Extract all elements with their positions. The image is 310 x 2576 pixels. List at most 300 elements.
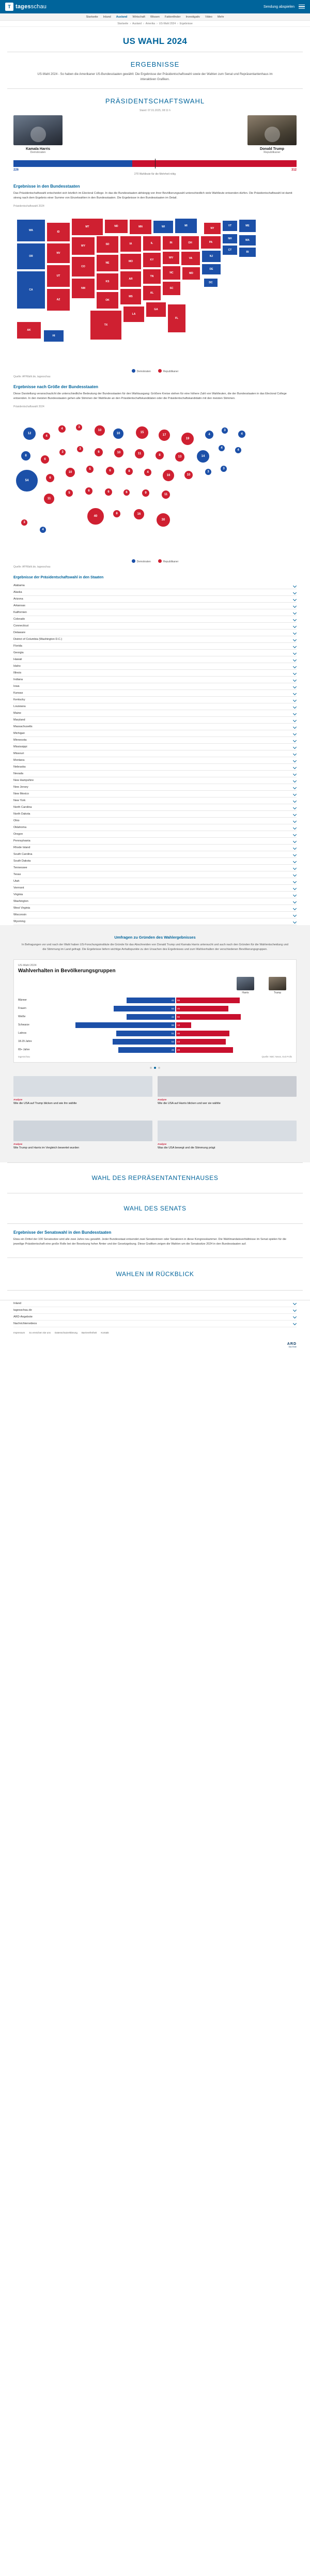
- chevron-down-icon: [293, 739, 297, 742]
- bar-segment-rep: [132, 160, 297, 167]
- chevron-down-icon: [293, 893, 297, 897]
- state-row-rhode-island[interactable]: [13, 845, 297, 851]
- chart-bar-trump: 43: [176, 1039, 226, 1045]
- teaser-thumb: [13, 1121, 152, 1141]
- state-row-wyoming[interactable]: [13, 918, 297, 925]
- state-row-kansas[interactable]: [13, 690, 297, 697]
- chevron-down-icon: [293, 698, 297, 702]
- state-label: Wisconsin: [13, 913, 27, 917]
- teaser-text: Wie Trump und Harris im Vergleich bewertet wurden: [13, 1146, 80, 1149]
- harris-portrait: [13, 115, 63, 145]
- teaser-kicker: Analyse: [158, 1098, 167, 1101]
- senate-states-text: [0, 1224, 310, 1249]
- hamburger-menu-icon[interactable]: [299, 5, 305, 9]
- chevron-down-icon: [293, 745, 297, 749]
- chevron-down-icon: [293, 792, 297, 796]
- footer-link-tagesschau[interactable]: [13, 1307, 297, 1314]
- site-logo[interactable]: [5, 3, 47, 11]
- state-label: Tennessee: [13, 866, 27, 870]
- state-row-vermont[interactable]: [13, 885, 297, 892]
- chart-bar-harris: 86: [75, 1022, 175, 1028]
- state-row-massachusetts[interactable]: [13, 724, 297, 730]
- retrospective-heading: WAHLEN IM RÜCKBLICK: [116, 1270, 194, 1278]
- chart-category-label: Männer: [18, 999, 27, 1002]
- chevron-down-icon: [293, 725, 297, 729]
- states-accordion: [0, 582, 310, 925]
- footer-link-label: Inland: [13, 1301, 21, 1305]
- state-label: Vermont: [13, 886, 24, 890]
- chevron-down-icon: [293, 658, 297, 662]
- breadcrumb-item-3[interactable]: US-Wahl 2024: [159, 22, 176, 25]
- state-label: Montana: [13, 759, 25, 762]
- candidate-trump: [247, 115, 297, 154]
- nav-item-video[interactable]: Video: [205, 15, 212, 19]
- chart-bar-harris: 53: [114, 1006, 175, 1011]
- state-row-new-mexico[interactable]: [13, 791, 297, 798]
- chart-candidate-label: Trump: [273, 991, 282, 995]
- state-row-colorado[interactable]: [13, 616, 297, 623]
- teaser-kicker: Analyse: [13, 1098, 23, 1101]
- chart-category-label: Weiße: [18, 1015, 26, 1019]
- footer-link-label: tagesschau.de: [13, 1308, 32, 1312]
- chevron-down-icon: [293, 597, 297, 601]
- state-row-texas[interactable]: [13, 871, 297, 878]
- state-row-maryland[interactable]: [13, 717, 297, 724]
- chart-bar-trump: 49: [176, 1047, 233, 1053]
- chart-row: [18, 1021, 292, 1029]
- state-label: Arkansas: [13, 604, 25, 608]
- chevron-down-icon: [293, 759, 297, 762]
- state-row-ohio[interactable]: [13, 818, 297, 824]
- state-label: Arizona: [13, 597, 23, 601]
- footer-mini-datenschutz[interactable]: Datenschutzerklärung: [55, 1331, 78, 1334]
- state-label: Virginia: [13, 893, 23, 897]
- chart-row: [18, 996, 292, 1004]
- survey-text: In Befragungen vor und nach der Wahl haben US-Forschungsinstitute die Gründe für das Abschneiden von Donald Trump und Kamala Harris untersucht und auch nach den Gründen für die Wahlentscheidung und die Stimmung im Land gefragt. Die Ergebnisse liefern wichtige Anhaltspunkte zu den Ursachen des Ergebnisses und zum Wahlverhalten der verschiedenen Bevölkerungsgruppen.: [22, 943, 288, 952]
- state-label: Alaska: [13, 591, 22, 594]
- chevron-down-icon: [293, 1322, 297, 1325]
- chevron-down-icon: [293, 665, 297, 668]
- candidate-harris: [13, 115, 63, 154]
- state-row-utah[interactable]: [13, 878, 297, 885]
- state-row-virginia[interactable]: [13, 892, 297, 898]
- state-row-montana[interactable]: [13, 757, 297, 764]
- footer-mini-kontakt-2[interactable]: Kontakt: [101, 1331, 109, 1334]
- chart-plot-area: [18, 996, 292, 1053]
- state-label: Wyoming: [13, 920, 25, 924]
- nav-item-ausland[interactable]: Ausland: [116, 15, 128, 19]
- state-label: Delaware: [13, 631, 26, 635]
- state-label: Massachusetts: [13, 725, 33, 729]
- state-row-new-hampshire[interactable]: [13, 777, 297, 784]
- teaser-kicker: Analyse: [13, 1142, 23, 1145]
- chevron-down-icon: [293, 752, 297, 756]
- footer-link-label: Nachrichtenvideos: [13, 1322, 37, 1325]
- nav-item-investigativ[interactable]: Investigativ: [185, 15, 200, 19]
- map-section-1-title: Ergebnisse in den Bundesstaaten: [13, 184, 80, 189]
- teaser-thumb: [13, 1076, 152, 1097]
- state-row-missouri[interactable]: [13, 750, 297, 757]
- state-label: South Carolina: [13, 853, 33, 856]
- state-row-nevada[interactable]: [13, 771, 297, 777]
- teaser-4[interactable]: [158, 1121, 297, 1151]
- state-label: Kentucky: [13, 698, 25, 702]
- state-label: Connecticut: [13, 624, 29, 628]
- state-row-florida[interactable]: [13, 643, 297, 650]
- harris-thumb: [237, 977, 254, 990]
- electoral-votes-dem: 226: [13, 168, 19, 172]
- chevron-down-icon: [293, 860, 297, 863]
- state-label: New Hampshire: [13, 779, 34, 783]
- nav-item-wirtschaft[interactable]: Wirtschaft: [132, 15, 145, 19]
- state-label: South Dakota: [13, 860, 31, 863]
- teaser-kicker: Analyse: [158, 1142, 167, 1145]
- candidate-name: Kamala Harris: [25, 147, 51, 151]
- nav-item-mehr[interactable]: Mehr: [217, 15, 224, 19]
- chart-row: [18, 1030, 292, 1037]
- chart-category-label: Frauen: [18, 1007, 26, 1010]
- state-label: Alabama: [13, 584, 25, 588]
- chevron-down-icon: [293, 678, 297, 682]
- states-section-title: Ergebnisse der Präsidentschaftswahl in den Staaten: [13, 576, 104, 580]
- state-row-connecticut[interactable]: [13, 623, 297, 630]
- legend-rep: Republikaner: [158, 559, 178, 563]
- teaser-text: Was die USA bewegt und die Stimmung prägt: [158, 1146, 215, 1149]
- chart-card[interactable]: [13, 959, 297, 1063]
- chevron-down-icon: [293, 833, 297, 836]
- state-label: Hawaii: [13, 658, 22, 662]
- chart-row: [18, 1005, 292, 1012]
- teaser-1[interactable]: [13, 1076, 152, 1106]
- candidate-name: Donald Trump: [259, 147, 285, 151]
- ard-logo: ARD Das Erste: [287, 1342, 297, 1348]
- state-row-wisconsin[interactable]: [13, 912, 297, 918]
- footer-link-nachrichtenvideos[interactable]: [13, 1321, 297, 1327]
- chevron-down-icon: [293, 604, 297, 608]
- map-section-2-title: Ergebnisse nach Größe der Bundesstaaten: [13, 385, 99, 390]
- electoral-result-bar: [13, 160, 297, 167]
- state-row-indiana[interactable]: [13, 677, 297, 683]
- chevron-down-icon: [293, 913, 297, 917]
- state-row-new-jersey[interactable]: [13, 784, 297, 791]
- state-label: Iowa: [13, 685, 20, 688]
- candidate-party: Demokraten: [30, 151, 46, 155]
- state-label: West Virginia: [13, 907, 30, 910]
- us-choropleth-map[interactable]: WA ID MT ND MN WI MI NY VT ME OR NV WY SD IA IL IN OH PA NH MA CA UT CO NE MO KY WV VA NJ CT RI AZ NM KS AR TN NC MD DE OK MS AL SC TX LA GA FL AK HI DC Demokraten Republikaner: [0, 208, 310, 373]
- chevron-down-icon: [293, 651, 297, 655]
- state-label: Nebraska: [13, 765, 26, 769]
- state-label: North Carolina: [13, 806, 32, 809]
- teaser-row-2: [0, 1113, 310, 1158]
- chart-bar-harris: 42: [127, 1014, 175, 1020]
- trump-portrait: [247, 115, 297, 145]
- state-label: Oklahoma: [13, 826, 27, 830]
- state-label: Utah: [13, 880, 20, 883]
- chevron-down-icon: [293, 846, 297, 850]
- map-section-2-text: [0, 378, 310, 403]
- chart-bar-harris: 54: [113, 1039, 175, 1045]
- chevron-down-icon: [293, 779, 297, 783]
- breadcrumb: Startseite › Ausland › Amerika › US-Wahl 2024 › Ergebnisse: [0, 21, 310, 27]
- state-row-mississippi[interactable]: [13, 744, 297, 750]
- chart-bar-harris: 51: [116, 1031, 175, 1036]
- footer: [0, 1300, 310, 1355]
- state-row-alaska[interactable]: [13, 589, 297, 596]
- chart-candidate-label: Harris: [242, 991, 249, 995]
- map-1-caption: Präsidentschaftswahl 2024: [13, 205, 44, 208]
- state-row-kalifornien[interactable]: [13, 609, 297, 616]
- state-label: Oregon: [13, 833, 23, 836]
- state-row-iowa[interactable]: [13, 683, 297, 690]
- chevron-down-icon: [293, 712, 297, 715]
- chart-source-right: Quelle: NBC News, Exit Polls: [261, 1055, 292, 1059]
- state-row-illinois[interactable]: [13, 670, 297, 677]
- teaser-2[interactable]: [158, 1076, 297, 1106]
- footer-link-inland[interactable]: [13, 1300, 297, 1307]
- chevron-down-icon: [293, 685, 297, 688]
- chevron-down-icon: [293, 819, 297, 823]
- legend-rep: Republikaner: [158, 369, 178, 373]
- teaser-3[interactable]: [13, 1121, 152, 1151]
- state-row-delaware[interactable]: [13, 630, 297, 636]
- chart-row: [18, 1046, 292, 1053]
- main-navigation: [0, 13, 310, 21]
- chart-bar-trump: 55: [176, 998, 240, 1003]
- divider: [7, 1290, 303, 1291]
- state-row-north-dakota[interactable]: [13, 811, 297, 818]
- logo-primary: tages: [16, 4, 31, 10]
- state-label: Nevada: [13, 772, 23, 776]
- state-row-arkansas[interactable]: [13, 603, 297, 609]
- map-section-1-text: [0, 178, 310, 203]
- bar-segment-dem: [13, 160, 132, 167]
- top-header-bar: [0, 0, 310, 13]
- breadcrumb-item-4: Ergebnisse: [179, 22, 193, 25]
- state-label: Colorado: [13, 618, 25, 621]
- survey-section: [0, 925, 310, 1162]
- state-row-michigan[interactable]: [13, 730, 297, 737]
- majority-marker: [155, 159, 156, 168]
- state-label: Missouri: [13, 752, 24, 756]
- teaser-thumb: [158, 1121, 297, 1141]
- carousel-dot-2[interactable]: [154, 1067, 156, 1069]
- chevron-down-icon: [293, 772, 297, 776]
- state-row-west-virginia[interactable]: [13, 905, 297, 912]
- legend-dem: Demokraten: [132, 559, 151, 563]
- electoral-bar-wrap: [0, 156, 310, 178]
- state-row-arizona[interactable]: [13, 596, 297, 603]
- teaser-text: Wie die USA auf Trump blicken und wie ihn wählte: [13, 1102, 77, 1106]
- state-row-minnesota[interactable]: [13, 737, 297, 744]
- results-intro: US-Wahl 2024 - So haben die Amerikaner US-Bundesstaaten gewählt: Die Ergebnisse der Präsidentschaftswahl sowie der Wahlen zum Senat und Repräsentantenhaus im interaktiven Grafiken.: [37, 73, 273, 81]
- breadcrumb-item-1[interactable]: Ausland: [132, 22, 142, 25]
- chart-kicker: US-Wahl 2024: [18, 964, 37, 968]
- state-row-oregon[interactable]: [13, 831, 297, 838]
- chart-category-label: Latinos: [18, 1032, 27, 1035]
- state-label: Georgia: [13, 651, 24, 655]
- chevron-down-icon: [293, 671, 297, 675]
- chevron-down-icon: [293, 886, 297, 890]
- chevron-down-icon: [293, 866, 297, 870]
- state-label: Pennsylvania: [13, 839, 30, 843]
- footer-mini-links: [0, 1327, 310, 1338]
- teaser-text: Wie die USA auf Harris blicken und wer sie wählte: [158, 1102, 221, 1106]
- state-row-pennsylvania[interactable]: [13, 838, 297, 845]
- chevron-down-icon: [293, 1315, 297, 1318]
- breadcrumb-item-2[interactable]: Amerika: [145, 22, 156, 25]
- state-row-south-carolina[interactable]: [13, 851, 297, 858]
- state-row-dc[interactable]: [13, 636, 297, 643]
- breadcrumb-item-0[interactable]: Startseite: [117, 22, 129, 25]
- state-row-new-york[interactable]: [13, 798, 297, 804]
- state-label: Texas: [13, 873, 21, 877]
- map-2-caption: Präsidentschaftswahl 2024: [13, 405, 44, 409]
- state-label: New Mexico: [13, 792, 29, 796]
- state-row-georgia[interactable]: [13, 650, 297, 656]
- chart-bar-trump: 13: [176, 1022, 191, 1028]
- results-heading: ERGEBNISSE: [130, 60, 180, 68]
- state-row-north-carolina[interactable]: [13, 804, 297, 811]
- state-label: Maryland: [13, 718, 25, 722]
- chart-category-label: Schwarze: [18, 1023, 29, 1027]
- nav-item-inland[interactable]: Inland: [103, 15, 111, 19]
- nav-item-startseite[interactable]: Startseite: [86, 15, 98, 19]
- state-row-nebraska[interactable]: [13, 764, 297, 771]
- state-label: Illinois: [13, 671, 22, 675]
- chart-candidate-harris: [234, 977, 257, 994]
- play-sendung-label[interactable]: Sendung abspielen: [264, 5, 295, 9]
- chevron-down-icon: [293, 732, 297, 735]
- chart-candidate-trump: [266, 977, 289, 994]
- state-row-hawaii[interactable]: [13, 656, 297, 663]
- state-row-oklahoma[interactable]: [13, 824, 297, 831]
- presidential-timestamp: Stand: 07.01.2025, 08:11 h: [140, 109, 171, 113]
- chevron-down-icon: [293, 618, 297, 621]
- chart-bar-trump: 46: [176, 1031, 229, 1036]
- survey-heading: Umfragen zu Gründen des Wahlergebnisses: [114, 935, 196, 940]
- carousel-dot-1[interactable]: [150, 1067, 152, 1069]
- chart-category-label: 65+ Jahre: [18, 1048, 30, 1052]
- state-label: Mississippi: [13, 745, 27, 749]
- senate-states-body: Etwa ein Drittel der 100 Senatssitze wird alle zwei Jahre neu gewählt. Jeder Bundesstaat entsendet zwei Senatorinnen oder Senatoren in diese Kongresskammer. Die Wahlmandatsverhältnisse im Senat spielen für die jeweilige Präsidentschaft eine große Rolle bei der Besetzung hoher Ämter und der Gesetzgebung. Diese Grafiken zeigen die Wahlen um die Senatssitze 2024 in den Bundesstaaten auf.: [13, 1238, 287, 1246]
- tagesschau-logo-icon: T: [5, 3, 13, 11]
- state-label: New York: [13, 799, 26, 803]
- chevron-down-icon: [293, 786, 297, 789]
- state-row-south-dakota[interactable]: [13, 858, 297, 865]
- nav-item-wissen[interactable]: Wissen: [150, 15, 160, 19]
- page-title: US WAHL 2024: [122, 36, 188, 46]
- carousel-dots[interactable]: [0, 1063, 310, 1069]
- logo-secondary: schau: [30, 4, 47, 10]
- chevron-down-icon: [293, 692, 297, 695]
- chevron-down-icon: [293, 718, 297, 722]
- state-row-alabama[interactable]: [13, 582, 297, 589]
- state-label: Maine: [13, 712, 21, 715]
- footer-mini-impressum[interactable]: Impressum: [13, 1331, 25, 1334]
- chevron-down-icon: [293, 826, 297, 830]
- chart-bar-harris: 42: [127, 998, 175, 1003]
- majority-note: 270 Wahlleute für die Mehrheit nötig: [134, 173, 176, 176]
- chevron-down-icon: [293, 900, 297, 903]
- footer-mini-kontakt[interactable]: So erreichen Sie uns: [29, 1331, 51, 1334]
- trump-thumb: [269, 977, 286, 990]
- chevron-down-icon: [293, 806, 297, 809]
- state-label: Louisiana: [13, 705, 26, 709]
- state-label: Idaho: [13, 665, 21, 668]
- chevron-down-icon: [293, 591, 297, 594]
- candidate-party: Republikaner: [264, 151, 281, 155]
- us-bubble-map[interactable]: 12 4 4 3 10 10 15 17 19 4 3 4 8 6 3 3 6 10 11 8 13 14 4 4 54 6 10 5 6 8 4 16 10 3 3 11 5 6 6 6 9 11 40 8 16 30 3 4 Demokraten Republikaner: [0, 408, 310, 563]
- state-label: North Dakota: [13, 812, 30, 816]
- chevron-down-icon: [293, 638, 297, 641]
- chevron-down-icon: [293, 880, 297, 883]
- chevron-down-icon: [293, 611, 297, 615]
- state-label: District of Columbia (Washington D.C.): [13, 638, 63, 641]
- chart-row: [18, 1038, 292, 1045]
- chart-bar-trump: 45: [176, 1006, 228, 1011]
- state-label: Rhode Island: [13, 846, 30, 850]
- legend-dem: Demokraten: [132, 369, 151, 373]
- state-row-washington[interactable]: [13, 898, 297, 905]
- chevron-down-icon: [293, 920, 297, 924]
- state-row-kentucky[interactable]: [13, 697, 297, 703]
- chart-bar-harris: 49: [118, 1047, 175, 1053]
- chevron-down-icon: [293, 812, 297, 816]
- chevron-down-icon: [293, 1301, 297, 1305]
- state-label: New Jersey: [13, 786, 28, 789]
- map-section-1-body: Das Präsidentschaftswahl entscheidet sich letztlich im Electoral College. In das die Bundesstaaten abhängig von ihrer Bevölkerungszahl unterschiedlich viele Wahlleute entsenden dürfen. Die Präsidentschaftswahl ist damit streng nach dem Ergebnis einer Summe von Einzelwahlen in den Bundesstaaten. Die Ergebnisse in den Bundesstaaten im Detail.: [13, 192, 292, 200]
- chart-category-label: 18-29 Jahre: [18, 1040, 32, 1044]
- carousel-dot-3[interactable]: [158, 1067, 160, 1069]
- chevron-down-icon: [293, 907, 297, 910]
- chevron-down-icon: [293, 765, 297, 769]
- footer-link-ard-angebote[interactable]: [13, 1314, 297, 1321]
- state-row-maine[interactable]: [13, 710, 297, 717]
- candidates-row: [0, 112, 310, 156]
- map-1-source: Quelle: AP/Wahl.de, tagesschau: [13, 375, 51, 379]
- teaser-row-1: [0, 1069, 310, 1113]
- chevron-down-icon: [293, 705, 297, 709]
- state-row-louisiana[interactable]: [13, 703, 297, 710]
- state-row-tennessee[interactable]: [13, 865, 297, 871]
- state-label: Indiana: [13, 678, 23, 682]
- chevron-down-icon: [293, 839, 297, 843]
- chart-source-left: tagesschau: [18, 1055, 30, 1059]
- chevron-down-icon: [293, 631, 297, 635]
- footer-mini-barrierefreiheit[interactable]: Barrierefreiheit: [81, 1331, 97, 1334]
- chart-bar-trump: 56: [176, 1014, 241, 1020]
- chevron-down-icon: [293, 645, 297, 648]
- state-row-idaho[interactable]: [13, 663, 297, 670]
- electoral-votes-rep: 312: [291, 168, 297, 172]
- chart-row: [18, 1013, 292, 1020]
- state-label: Kansas: [13, 692, 23, 695]
- nav-item-faktenfinder[interactable]: Faktenfinder: [164, 15, 181, 19]
- house-heading: WAHL DES REPRÄSENTANTENHAUSES: [91, 1174, 219, 1182]
- chevron-down-icon: [293, 584, 297, 588]
- chevron-down-icon: [293, 1308, 297, 1312]
- map-2-source: Quelle: AP/Wahl.de, tagesschau: [13, 565, 51, 569]
- state-label: Ohio: [13, 819, 20, 823]
- state-label: Michigan: [13, 732, 25, 735]
- chevron-down-icon: [293, 624, 297, 628]
- state-label: Kalifornien: [13, 611, 27, 615]
- state-label: Minnesota: [13, 739, 27, 742]
- chevron-down-icon: [293, 799, 297, 803]
- presidential-heading: PRÄSIDENTSCHAFTSWAHL: [105, 97, 205, 105]
- footer-link-label: ARD-Angebote: [13, 1315, 33, 1318]
- senate-states-title: Ergebnisse der Senatswahl in den Bundesstaaten: [13, 1230, 112, 1235]
